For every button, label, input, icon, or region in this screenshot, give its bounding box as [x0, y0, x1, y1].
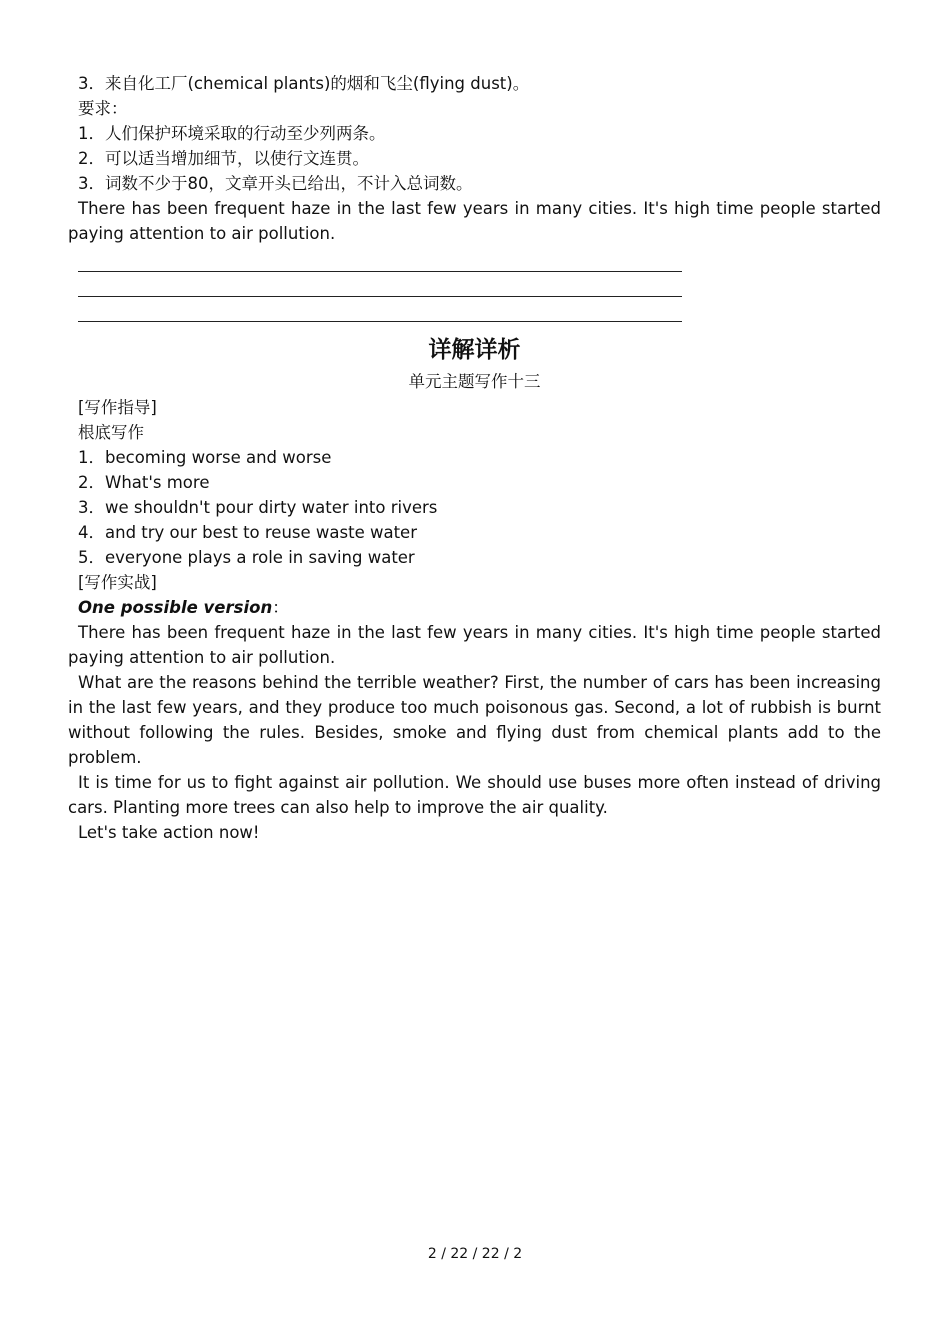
essay-paragraph: There has been frequent haze in the last few years in many cities. It's high time people started paying attention to air pollution. — [68, 623, 881, 667]
opening-paragraph: There has been frequent haze in the last few years in many cities. It's high time people started paying attention to air pollution. — [68, 199, 881, 243]
writing-blank-line — [68, 302, 881, 327]
version-label: One possible version — [78, 598, 273, 617]
basic-answer: 2．What's more — [78, 473, 210, 492]
writing-blank-line — [68, 252, 881, 277]
version-line — [68, 595, 881, 620]
requirement-line: 3．来自化工厂(chemical plants)的烟和飞尘(flying dust)。 — [78, 74, 530, 93]
practice-label: [写作实战] — [78, 573, 157, 592]
basic-label: 根底写作 — [78, 423, 144, 442]
basic-answer: 5．everyone plays a role in saving water — [78, 548, 415, 567]
basic-answer: 1．becoming worse and worse — [78, 448, 332, 467]
requirement-line: 要求： — [78, 99, 128, 118]
essay-paragraph: It is time for us to fight against air pollution. We should use buses more often instead of driving cars. Planting more trees can also help to improve the air quality. — [68, 773, 881, 817]
version-colon: ： — [272, 598, 289, 617]
writing-blank-line — [68, 277, 881, 302]
unit-title: 单元主题写作十三 — [408, 372, 541, 391]
guide-label: [写作指导] — [78, 398, 157, 417]
essay-paragraph: What are the reasons behind the terrible weather? First, the number of cars has been increasing in the last few years, and they produce too much poisonous gas. Second, a lot of rubbish is burnt without following the rules. Besides, smoke and flying dust from chemical plants add to the problem. — [68, 673, 881, 767]
requirement-line: 1．人们保护环境采取的行动至少列两条。 — [78, 124, 386, 143]
answer-heading: 详解详析 — [428, 337, 521, 363]
requirement-line: 3．词数不少于80，文章开头已给出，不计入总词数。 — [78, 174, 473, 193]
basic-answer: 3．we shouldn't pour dirty water into rivers — [78, 498, 438, 517]
basic-answer: 4．and try our best to reuse waste water — [78, 523, 417, 542]
page-number: 2 / 22 / 22 / 2 — [427, 1246, 523, 1262]
requirement-line: 2．可以适当增加细节，以使行文连贯。 — [78, 149, 369, 168]
essay-paragraph: Let's take action now! — [78, 823, 260, 842]
document-page — [68, 71, 881, 845]
